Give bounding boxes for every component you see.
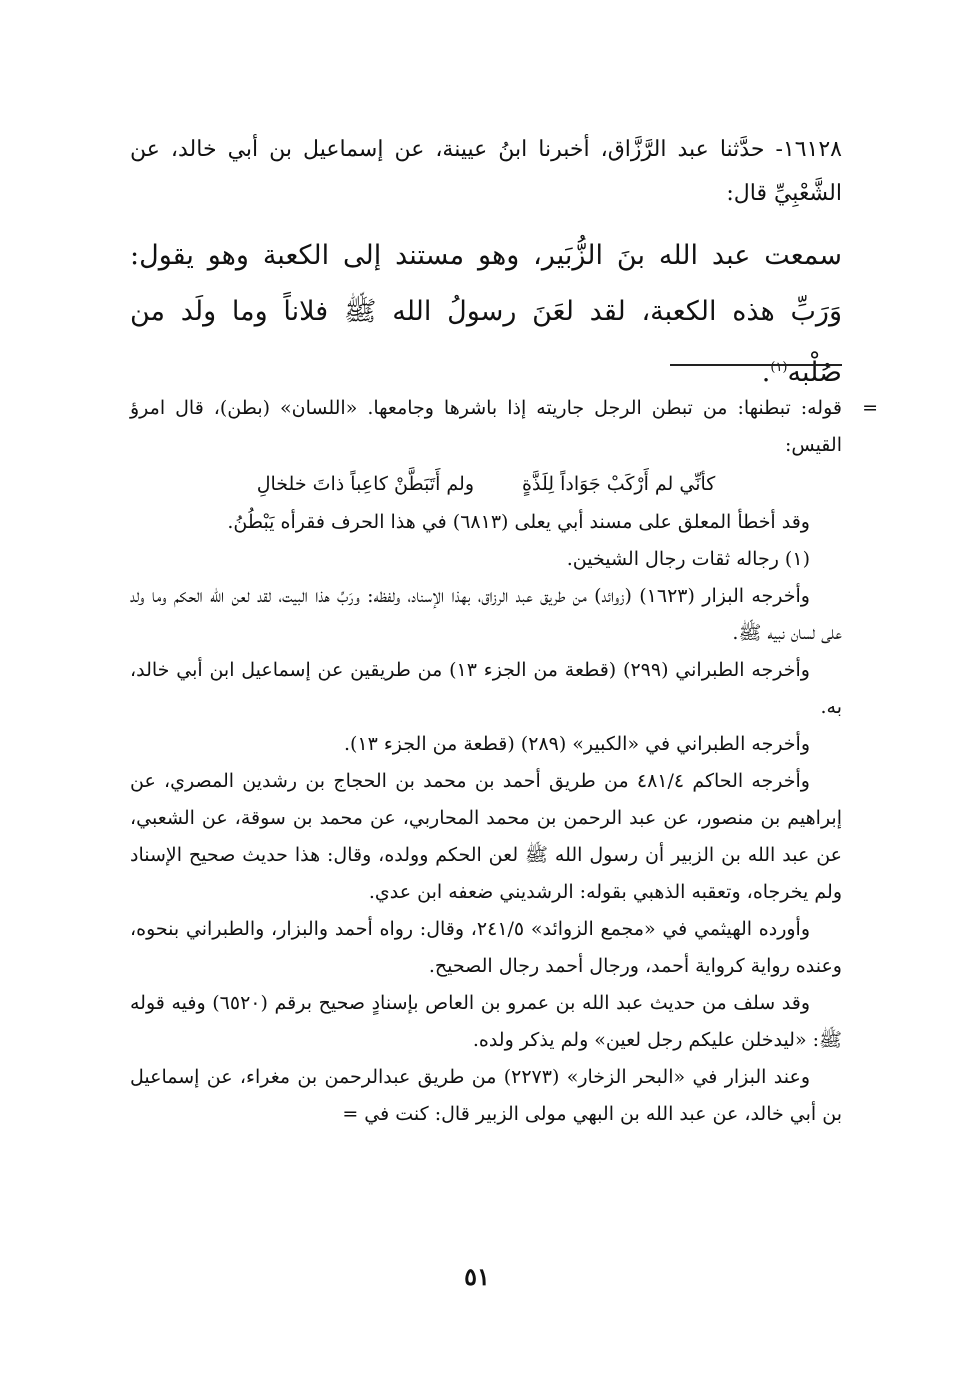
footnote-1: (١) رجاله ثقات رجال الشيخين. <box>566 548 810 570</box>
footnote-note-6: وأخرجه الطبراني في «الكبير» (٢٨٩) (قطعة من الجزء ١٣). <box>343 733 810 755</box>
hadith-isnad <box>130 128 842 216</box>
footnote-note-8: وأورده الهيثمي في «مجمع الزوائد» ٢٤١/٥، وقال: رواه أحمد والبزار، والطبراني بنحوه، وعنده رواية كرواية أحمد، ورجال أحمد رجال الصحيح. <box>130 918 842 977</box>
footnote-note-9: وقد سلف من حديث عبد الله بن عمرو بن العاص بإسنادٍ صحيح برقم (٦٥٢٠) وفيه قوله ﷺ: «ليدخلن عليكم رجل لعين» ولم يذكر ولده. <box>130 992 842 1051</box>
verse-second-hemistich: ولم أَتَبَطَّنْ كاعِباً ذاتَ خلخالِ <box>256 473 475 495</box>
hadith-matn <box>130 228 842 401</box>
footnote-note-4: وأخرجه البزار (١٦٢٣) (زوائد) من طريق عبد الرزاق، بهذا الإسناد، ولفظه: ورَبِّ هذا البيت، لقد لعن الله الحكم وما ولد على لسان نبيه ﷺ. <box>130 585 842 644</box>
hadith-isnad-line-1: ١٦١٢٨- حدَّثنا عبد الرَّزَّاق، أخبرنا ابنُ عيينة، عن إسماعيل بن أبي <box>227 137 842 162</box>
poetry-verse <box>130 464 842 504</box>
continuation-mark: = <box>862 397 878 419</box>
footnote-note-2: وقد أخطأ المعلق على مسند أبي يعلى (٦٨١٣) في هذا الحرف فقرأه يَبْطُنُ. <box>227 511 810 533</box>
hadith-isnad-line-2: خالد، عن الشَّعْبِيِّ قال: <box>130 137 842 206</box>
hadith-matn-line-1: سمعت عبد الله بنَ الزُّبَير، وهو مستند إلى الكعبة وهو يقول: <box>130 240 842 271</box>
footnote-note-5: وأخرجه الطبراني (٢٩٩) (قطعة من الجزء ١٣) من طريقين عن إسماعيل ابن أبي خالد، به. <box>130 659 842 718</box>
verse-first-hemistich: كأنِّي لم أَرْكَبْ جَوَاداً لِلَذَّةٍ <box>522 473 716 495</box>
hadith-matn-end: . <box>761 357 771 388</box>
hadith-matn-line-2: وَرَبِّ هذه الكعبة، لقد لعَنَ رسولُ الله ﷺ فلاناً وما ولَد من صُلْبه <box>130 296 842 388</box>
footnote-note-10: وعند البزار في «البحر الزخار» (٢٢٧٣) من طريق عبدالرحمن بن مغراء، عن إسماعيل بن أبي خالد، عن عبد الله بن البهي مولى الزبير قال: كنت في = <box>130 1066 842 1125</box>
page-number: ٥١ <box>464 1262 490 1291</box>
footnote-ref: (١) <box>770 360 788 375</box>
footnotes <box>130 390 878 1133</box>
hadith-main-text <box>130 128 842 401</box>
footnote-note-1: قوله: تبطنها: من تبطن الرجل جاريته إذا باشرها وجامعها. «اللسان» (بطن)، قال امرؤ القيس: <box>130 397 842 456</box>
footnote-note-7: وأخرجه الحاكم ٤٨١/٤ من طريق أحمد بن محمد بن الحجاج بن رشدين المصري، عن إبراهيم بن منصور، عن عبد الرحمن بن محمد المحاربي، عن محمد بن سوقة، عن الشعبي، عن عبد الله بن الزبير أن رسول الله ﷺ لعن الحكم وولده، وقال: هذا حديث صحيح الإسناد ولم يخرجاه، وتعقبه الذهبي بقوله: الرشديني ضعفه ابن عدي. <box>130 770 842 903</box>
footnote-separator <box>670 364 842 366</box>
